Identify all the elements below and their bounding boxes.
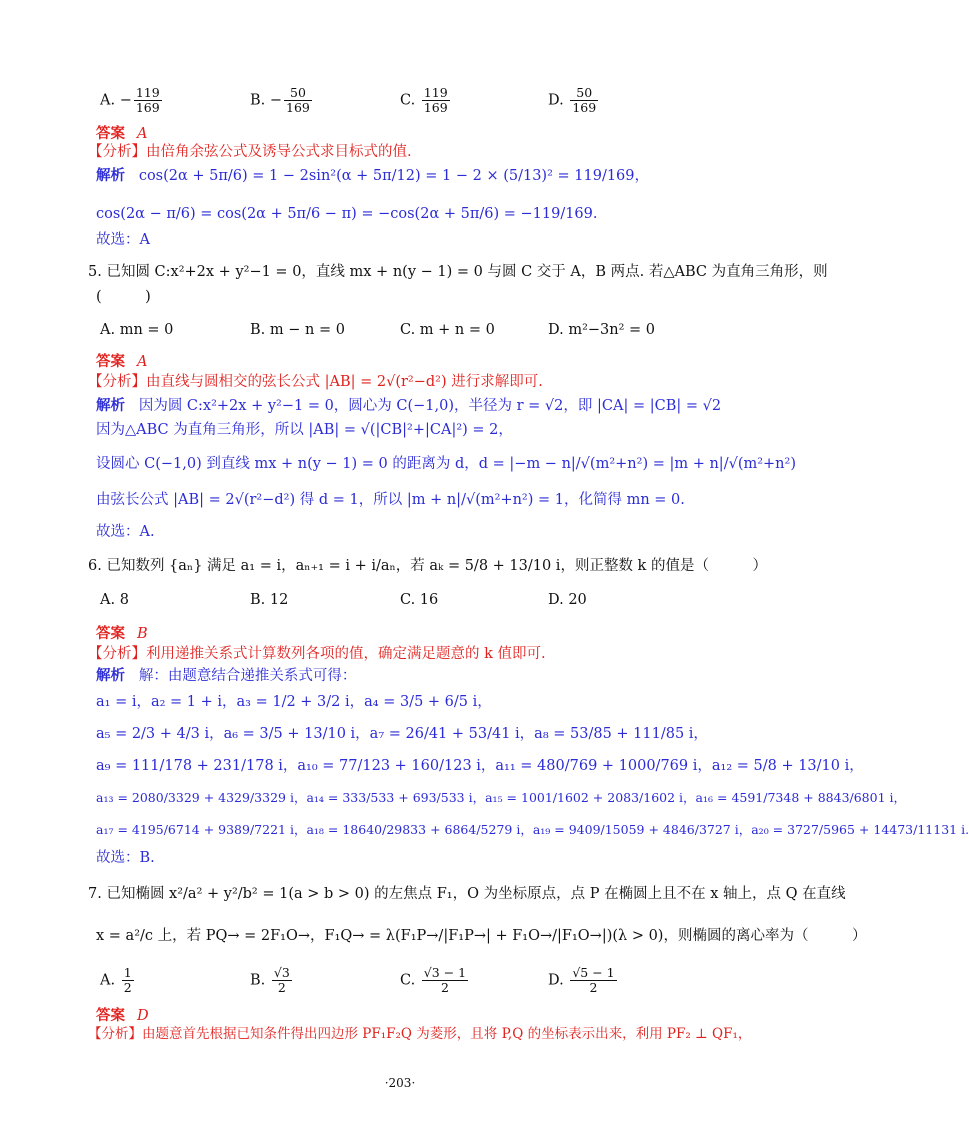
q6-solution-tag: 解析 (96, 668, 125, 684)
q5-option-c: C. m + n = 0 (400, 322, 495, 338)
q5-stem-line-2: ( ) (96, 289, 151, 305)
q6-sequence-line-2: a₅ = 2/3 + 4/3 i，a₆ = 3/5 + 13/10 i，a₇ = 26/41 + 53/41 i，a₈ = 53/85 + 111/85 i， (96, 726, 708, 742)
q4-solution-line-1: 解析 cos(2α + 5π/6) = 1 − 2sin²(α + 5π/12) = 1 − 2 × (5/13)² = 119/169， (96, 168, 650, 184)
q4-option-d: D. $\frac{50}{169}$ (548, 85, 597, 115)
q7-answer: 答案 D (96, 1008, 149, 1024)
q4-analysis: 【分析】由倍角余弦公式及诱导公式求目标式的值. (88, 144, 412, 160)
q6-option-d: D. 20 (548, 592, 587, 608)
q6-analysis: 【分析】利用递推关系式计算数列各项的值，确定满足题意的 k 值即可. (88, 646, 546, 662)
q4-answer: 答案 A (96, 126, 148, 142)
q5-analysis: 【分析】由直线与圆相交的弦长公式 |AB| = 2√(r²−d²) 进行求解即可. (88, 374, 543, 390)
q6-sequence-line-1: a₁ = i，a₂ = 1 + i，a₃ = 1/2 + 3/2 i，a₄ = 3/5 + 6/5 i， (96, 694, 492, 710)
q7-option-d: D. $\frac{√5 - 1}{2}$ (548, 965, 615, 995)
q6-option-b: B. 12 (250, 592, 289, 608)
q4-option-a: A. − $\frac{119}{169}$ (100, 85, 160, 115)
q5-solution-line-2: 因为△ABC 为直角三角形，所以 |AB| = √(|CB|²+|CA|²) = 2， (96, 422, 513, 438)
q7-analysis: 【分析】由题意首先根据已知条件得出四边形 PF₁F₂Q 为菱形，且将 P,Q 的坐标表示出来，利用 PF₂ ⊥ QF₁， (88, 1026, 752, 1042)
q5-solution-tag: 解析 (96, 398, 125, 414)
q6-option-c: C. 16 (400, 592, 439, 608)
q6-sequence-line-4: a₁₃ = 2080/3329 + 4329/3329 i，a₁₄ = 333/533 + 693/533 i，a₁₅ = 1001/1602 + 2083/1602 i，a₁₆ = 4591/7348 + 8843/6801 i， (96, 790, 907, 805)
q6-conclusion: 故选：B. (96, 850, 155, 866)
q5-stem-line-1: 5. 已知圆 C:x²+2x + y²−1 = 0，直线 mx + n(y − 1) = 0 与圆 C 交于 A，B 两点. 若△ABC 为直角三角形，则 (88, 264, 828, 280)
q7-option-a: A. $\frac{1}{2}$ (100, 965, 132, 995)
q7-stem-line-2: x = a²/c 上，若 PQ→ = 2F₁O→，F₁Q→ = λ(F₁P→/|F₁P→| + F₁O→/|F₁O→|)(λ > 0)，则椭圆的离心率为（ ） (96, 928, 867, 944)
q6-sequence-line-3: a₉ = 111/178 + 231/178 i，a₁₀ = 77/123 + 160/123 i，a₁₁ = 480/769 + 1000/769 i，a₁₂ = 5/8 + 13/10 i， (96, 758, 864, 774)
q7-stem-line-1: 7. 已知椭圆 x²/a² + y²/b² = 1(a > b > 0) 的左焦点 F₁，O 为坐标原点，点 P 在椭圆上且不在 x 轴上，点 Q 在直线 (88, 886, 846, 902)
q5-solution-line-1: 解析 因为圆 C:x²+2x + y²−1 = 0，圆心为 C(−1,0)，半径为 r = √2，即 |CA| = |CB| = √2 (96, 398, 722, 414)
q4-option-c: C. $\frac{119}{169}$ (400, 85, 448, 115)
q4-solution-tag: 解析 (96, 168, 125, 184)
q4-conclusion: 故选：A (96, 232, 150, 248)
q4-option-b: B. − $\frac{50}{169}$ (250, 85, 310, 115)
q5-solution-line-4: 由弦长公式 |AB| = 2√(r²−d²) 得 d = 1，所以 |m + n|/√(m²+n²) = 1，化简得 mn = 0. (96, 492, 685, 508)
q6-answer: 答案 B (96, 626, 148, 642)
q6-stem: 6. 已知数列 {aₙ} 满足 a₁ = i，aₙ₊₁ = i + i/aₙ，若 aₖ = 5/8 + 13/10 i，则正整数 k 的值是（ ） (88, 558, 767, 574)
q5-answer: 答案 A (96, 354, 148, 370)
q6-option-a: A. 8 (100, 592, 129, 608)
page-number: ·203· (384, 1076, 416, 1090)
q7-option-c: C. $\frac{√3 - 1}{2}$ (400, 965, 467, 995)
q6-solution-intro: 解析 解：由题意结合递推关系式可得： (96, 668, 357, 684)
q5-solution-line-3: 设圆心 C(−1,0) 到直线 mx + n(y − 1) = 0 的距离为 d，d = |−m − n|/√(m²+n²) = |m + n|/√(m²+n²) (96, 456, 796, 472)
q5-option-a: A. mn = 0 (100, 322, 174, 338)
q4-solution-line-2: cos(2α − π/6) = cos(2α + 5π/6 − π) = −cos(2α + 5π/6) = −119/169. (96, 206, 598, 222)
q5-conclusion: 故选：A. (96, 524, 155, 540)
q7-option-b: B. $\frac{√3}{2}$ (250, 965, 290, 995)
q5-option-b: B. m − n = 0 (250, 322, 345, 338)
q6-sequence-line-5: a₁₇ = 4195/6714 + 9389/7221 i，a₁₈ = 18640/29833 + 6864/5279 i，a₁₉ = 9409/15059 + 4846/3727 i，a₂₀ = 3727/5965 + 14473/11131 i. (96, 822, 969, 837)
q5-option-d: D. m²−3n² = 0 (548, 322, 656, 338)
